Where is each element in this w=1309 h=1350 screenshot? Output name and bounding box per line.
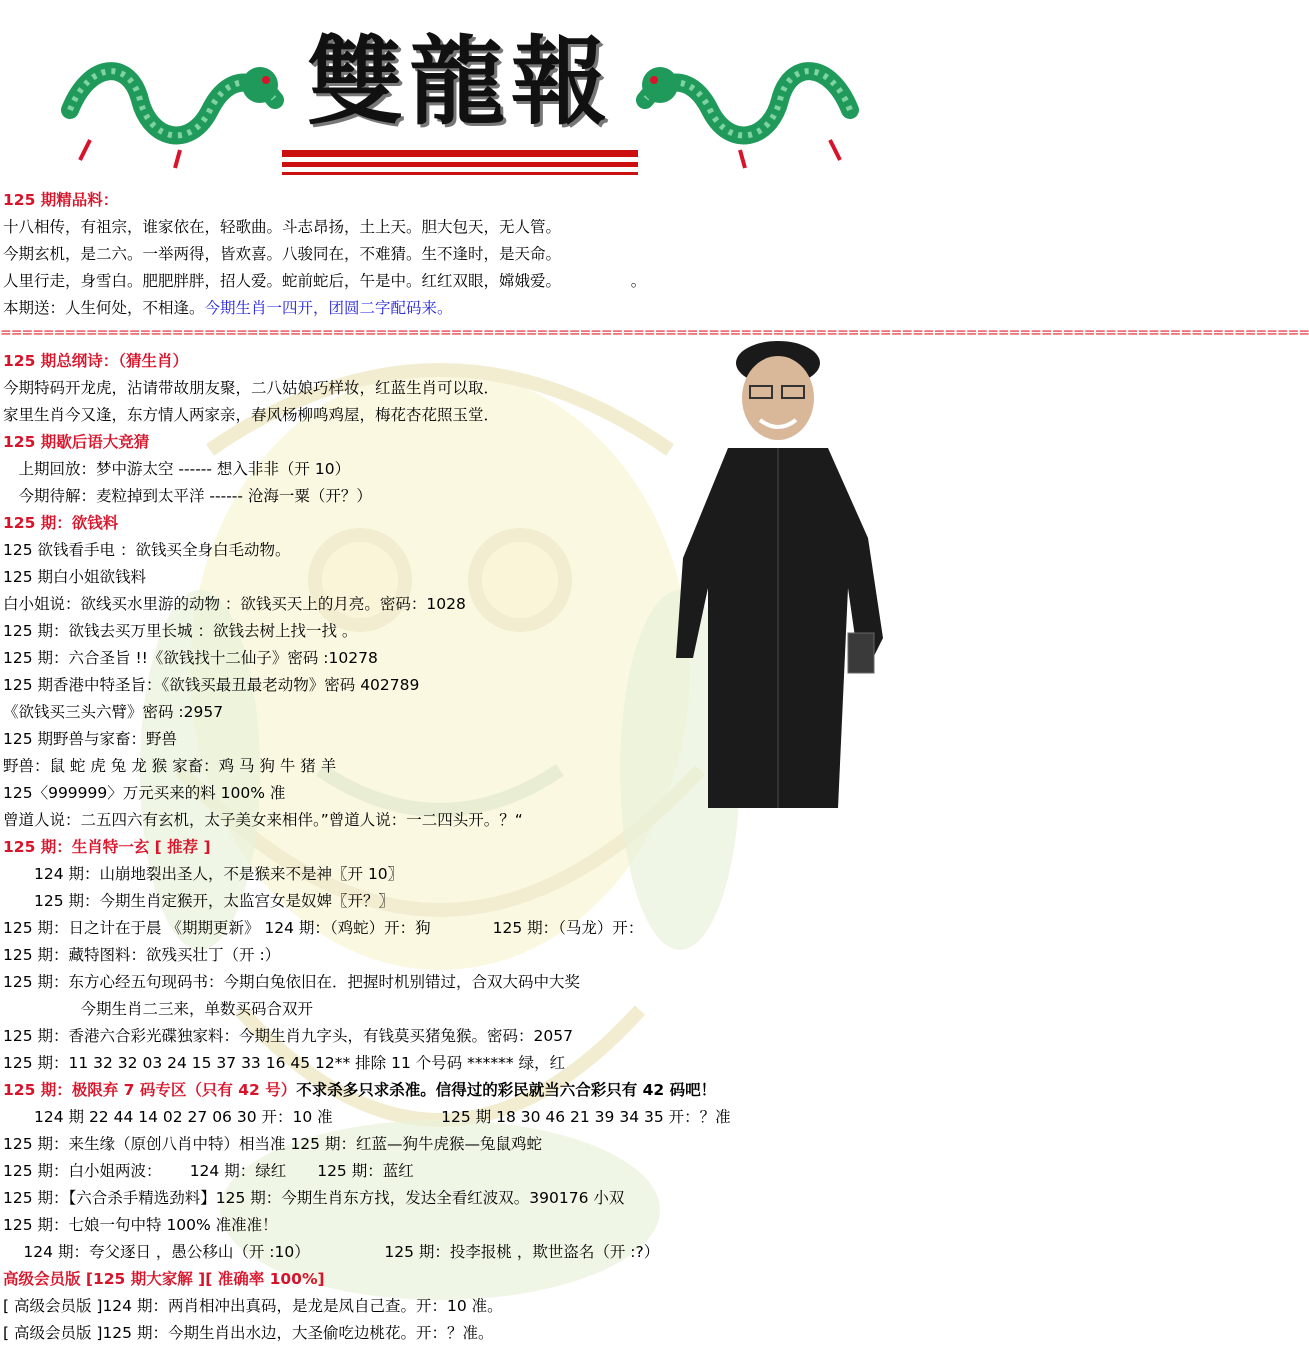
text-line-main: 125 期：东方心经五句现码书：今期白兔依旧在．把握时机别错过，合双大码中大奖 [3,973,581,991]
text-line [3,996,313,1023]
text-line-main: 124 期：山崩地裂出圣人，不是猴来不是神〖开 10〗 [3,865,404,883]
text-line-main: 125 期：【六合杀手精选劲料】125 期：今期生肖东方找，发达全看红波双。390176 小双 [3,1189,625,1207]
text-line [3,753,336,780]
text-line-main: 125 期精品料： [3,191,119,209]
text-line-main: 125 期：生肖特一玄 [ 推荐 ] [3,838,211,856]
text-line [3,1212,278,1239]
text-line-main: 高级会员版 [125 期大家解 ][ 准确率 100%] [3,1270,325,1288]
text-line-main: 今期生肖二三来，单数买码合双开 [3,1000,314,1018]
text-line-main: 125 期：欲钱料 [3,514,119,532]
text-line-main: 125〈999999〉万元买来的料 100% 准 [3,784,286,802]
text-line [3,375,499,402]
text-line-main: [ 高级会员版 ]125 期：今期生肖出水边，大圣偷吃边桃花。开：？准。 [3,1324,494,1342]
text-line [3,483,372,510]
text-line [3,645,378,672]
text-line [3,1050,565,1077]
text-line-main: 曾道人说：二五四六有玄机，太子美女来相伴。”曾道人说：一二四头开。？“ [3,811,523,829]
text-line-main: 125 期：今期生肖定猴开，太监宫女是奴婢〖开？〗 [3,892,395,910]
text-line [3,1320,493,1347]
text-line [3,591,466,618]
text-line-main: 白小姐说：欲线买水里游的动物 ：欲钱买天上的月亮。密码：1028 [3,595,466,613]
text-line-main: 125 期白小姐欲钱料 [3,568,147,586]
text-line-main: 125 期：来生缘（原创八肖中特）相当准 125 期：红蓝—狗牛虎猴—兔鼠鸡蛇 [3,1135,542,1153]
text-line [3,1131,542,1158]
text-line [3,1158,414,1185]
text-line [3,1185,624,1212]
text-line [3,456,350,483]
text-line [3,187,118,214]
man-in-black-robe-image [668,338,900,818]
text-line [3,888,394,915]
text-line-main: 125 欲钱看手电 ：欲钱买全身白毛动物。 [3,541,291,559]
text-line [3,564,146,591]
text-line-main: [ 高级会员版 ]124 期：两肖相冲出真码，是龙是凤自己查。开：10 准。 [3,1297,503,1315]
text-line [3,942,280,969]
text-line-main: 125 期：香港六合彩光碟独家料：今期生肖九字头，有钱莫买猪兔猴。密码：2057 [3,1027,573,1045]
text-line-main: 125 期：白小姐两波： 124 期：绿红 125 期：蓝红 [3,1162,414,1180]
text-line [3,402,499,429]
text-line [3,672,419,699]
text-line [3,429,149,456]
masthead [0,0,900,195]
text-line-main: 今期待解：麦粒掉到太平洋 ------ 沧海一粟（开？） [3,487,372,505]
text-line [3,726,177,753]
text-line [3,1023,573,1050]
title-underline [282,162,638,167]
text-line [3,834,211,861]
text-line [3,618,357,645]
text-line-main: 124 期：夸父逐日 ，愚公移山（开 :10） 125 期：投李报桃 ，欺世盗名（开 :?） [3,1243,660,1261]
text-line-main: 125 期总纲诗：（猜生肖） [3,352,189,370]
text-line-main: 125 期：六合圣旨 !!《欲钱找十二仙子》密码 :10278 [3,649,378,667]
title-underline [282,172,638,175]
text-line-main: 125 期：11 32 32 03 24 15 37 33 16 45 12** 排除 11 个号码 ****** 绿，红 [3,1054,566,1072]
text-line [3,1104,731,1131]
text-line-main: 125 期：藏特图料：欲残买壮丁（开 :） [3,946,281,964]
text-line [3,241,561,268]
text-line-main: 125 期：日之计在于晨 《期期更新》 124 期：（鸡蛇）开：狗 125 期：（马龙）开： [3,919,644,937]
title-underline [282,150,638,157]
text-line [3,969,580,996]
text-line [3,1266,325,1293]
text-line [3,1239,659,1266]
text-line-main: 野兽：鼠 蛇 虎 兔 龙 猴 家畜：鸡 马 狗 牛 猪 羊 [3,757,337,775]
green-dragon-right-image [630,40,860,170]
text-line [3,861,403,888]
text-line [3,780,285,807]
text-line-main: 125 期：七娘一句中特 100% 准准准！ [3,1216,278,1234]
text-line [3,915,643,942]
text-line [3,295,453,322]
text-line-main: 人里行走，身雪白。肥肥胖胖，招人爱。蛇前蛇后，午是中。红红双眼，嫦娥爱。 。 [3,272,647,290]
text-line [3,1293,503,1320]
text-line-main: 125 期香港中特圣旨：《欲钱买最丑最老动物》密码 402789 [3,676,420,694]
text-line-main: 125 期歇后语大竞猜 [3,433,150,451]
text-line [3,537,290,564]
text-line [3,807,523,834]
text-line-main: 家里生肖今又逢，东方情人两家亲，春风杨柳鸣鸡屋，梅花杏花照玉堂． [3,406,500,424]
text-line-extra: 不求杀多只求杀准。信得过的彩民就当六合彩只有 42 码吧！ [296,1081,717,1099]
newspaper-title: 雙龍報 [307,25,613,138]
text-line [3,348,188,375]
text-line-main: 125 期：欲钱去买万里长城 ：欲钱去树上找一找 。 [3,622,358,640]
text-line-main: 十八相传，有祖宗，谁家依在，轻歌曲。斗志昂扬，土上天。胆大包天，无人管。 [3,218,562,236]
text-line-main: 125 期：极限弃 7 码专区（只有 42 号） [3,1081,297,1099]
red-separator: ========================================================================================================================== [0,325,1309,341]
text-line-main: 《欲钱买三头六臂》密码 :2957 [3,703,224,721]
text-line-main: 今期玄机，是二六。一举两得，皆欢喜。八骏同在，不难猜。生不逢时，是天命。 [3,245,562,263]
text-line [3,510,118,537]
text-line-main: 125 期野兽与家畜：野兽 [3,730,178,748]
text-line [3,1077,716,1104]
text-line-main: 124 期 22 44 14 02 27 06 30 开：10 准 125 期 18 30 46 21 39 34 35 开：？准 [3,1108,731,1126]
text-line [3,268,646,295]
text-line [3,214,561,241]
green-dragon-left-image [60,40,290,170]
text-line-main: 今期特码开龙虎，沾请带故朋友聚，二八姑娘巧样妆，红蓝生肖可以取． [3,379,500,397]
text-line-main: 上期回放：梦中游太空 ------ 想入非非（开 10） [3,460,351,478]
text-line-main: 本期送：人生何处，不相逢。 [3,299,205,317]
text-line [3,699,223,726]
text-line-extra: 今期生肖一四开，团圆二字配码来。 [204,299,453,317]
